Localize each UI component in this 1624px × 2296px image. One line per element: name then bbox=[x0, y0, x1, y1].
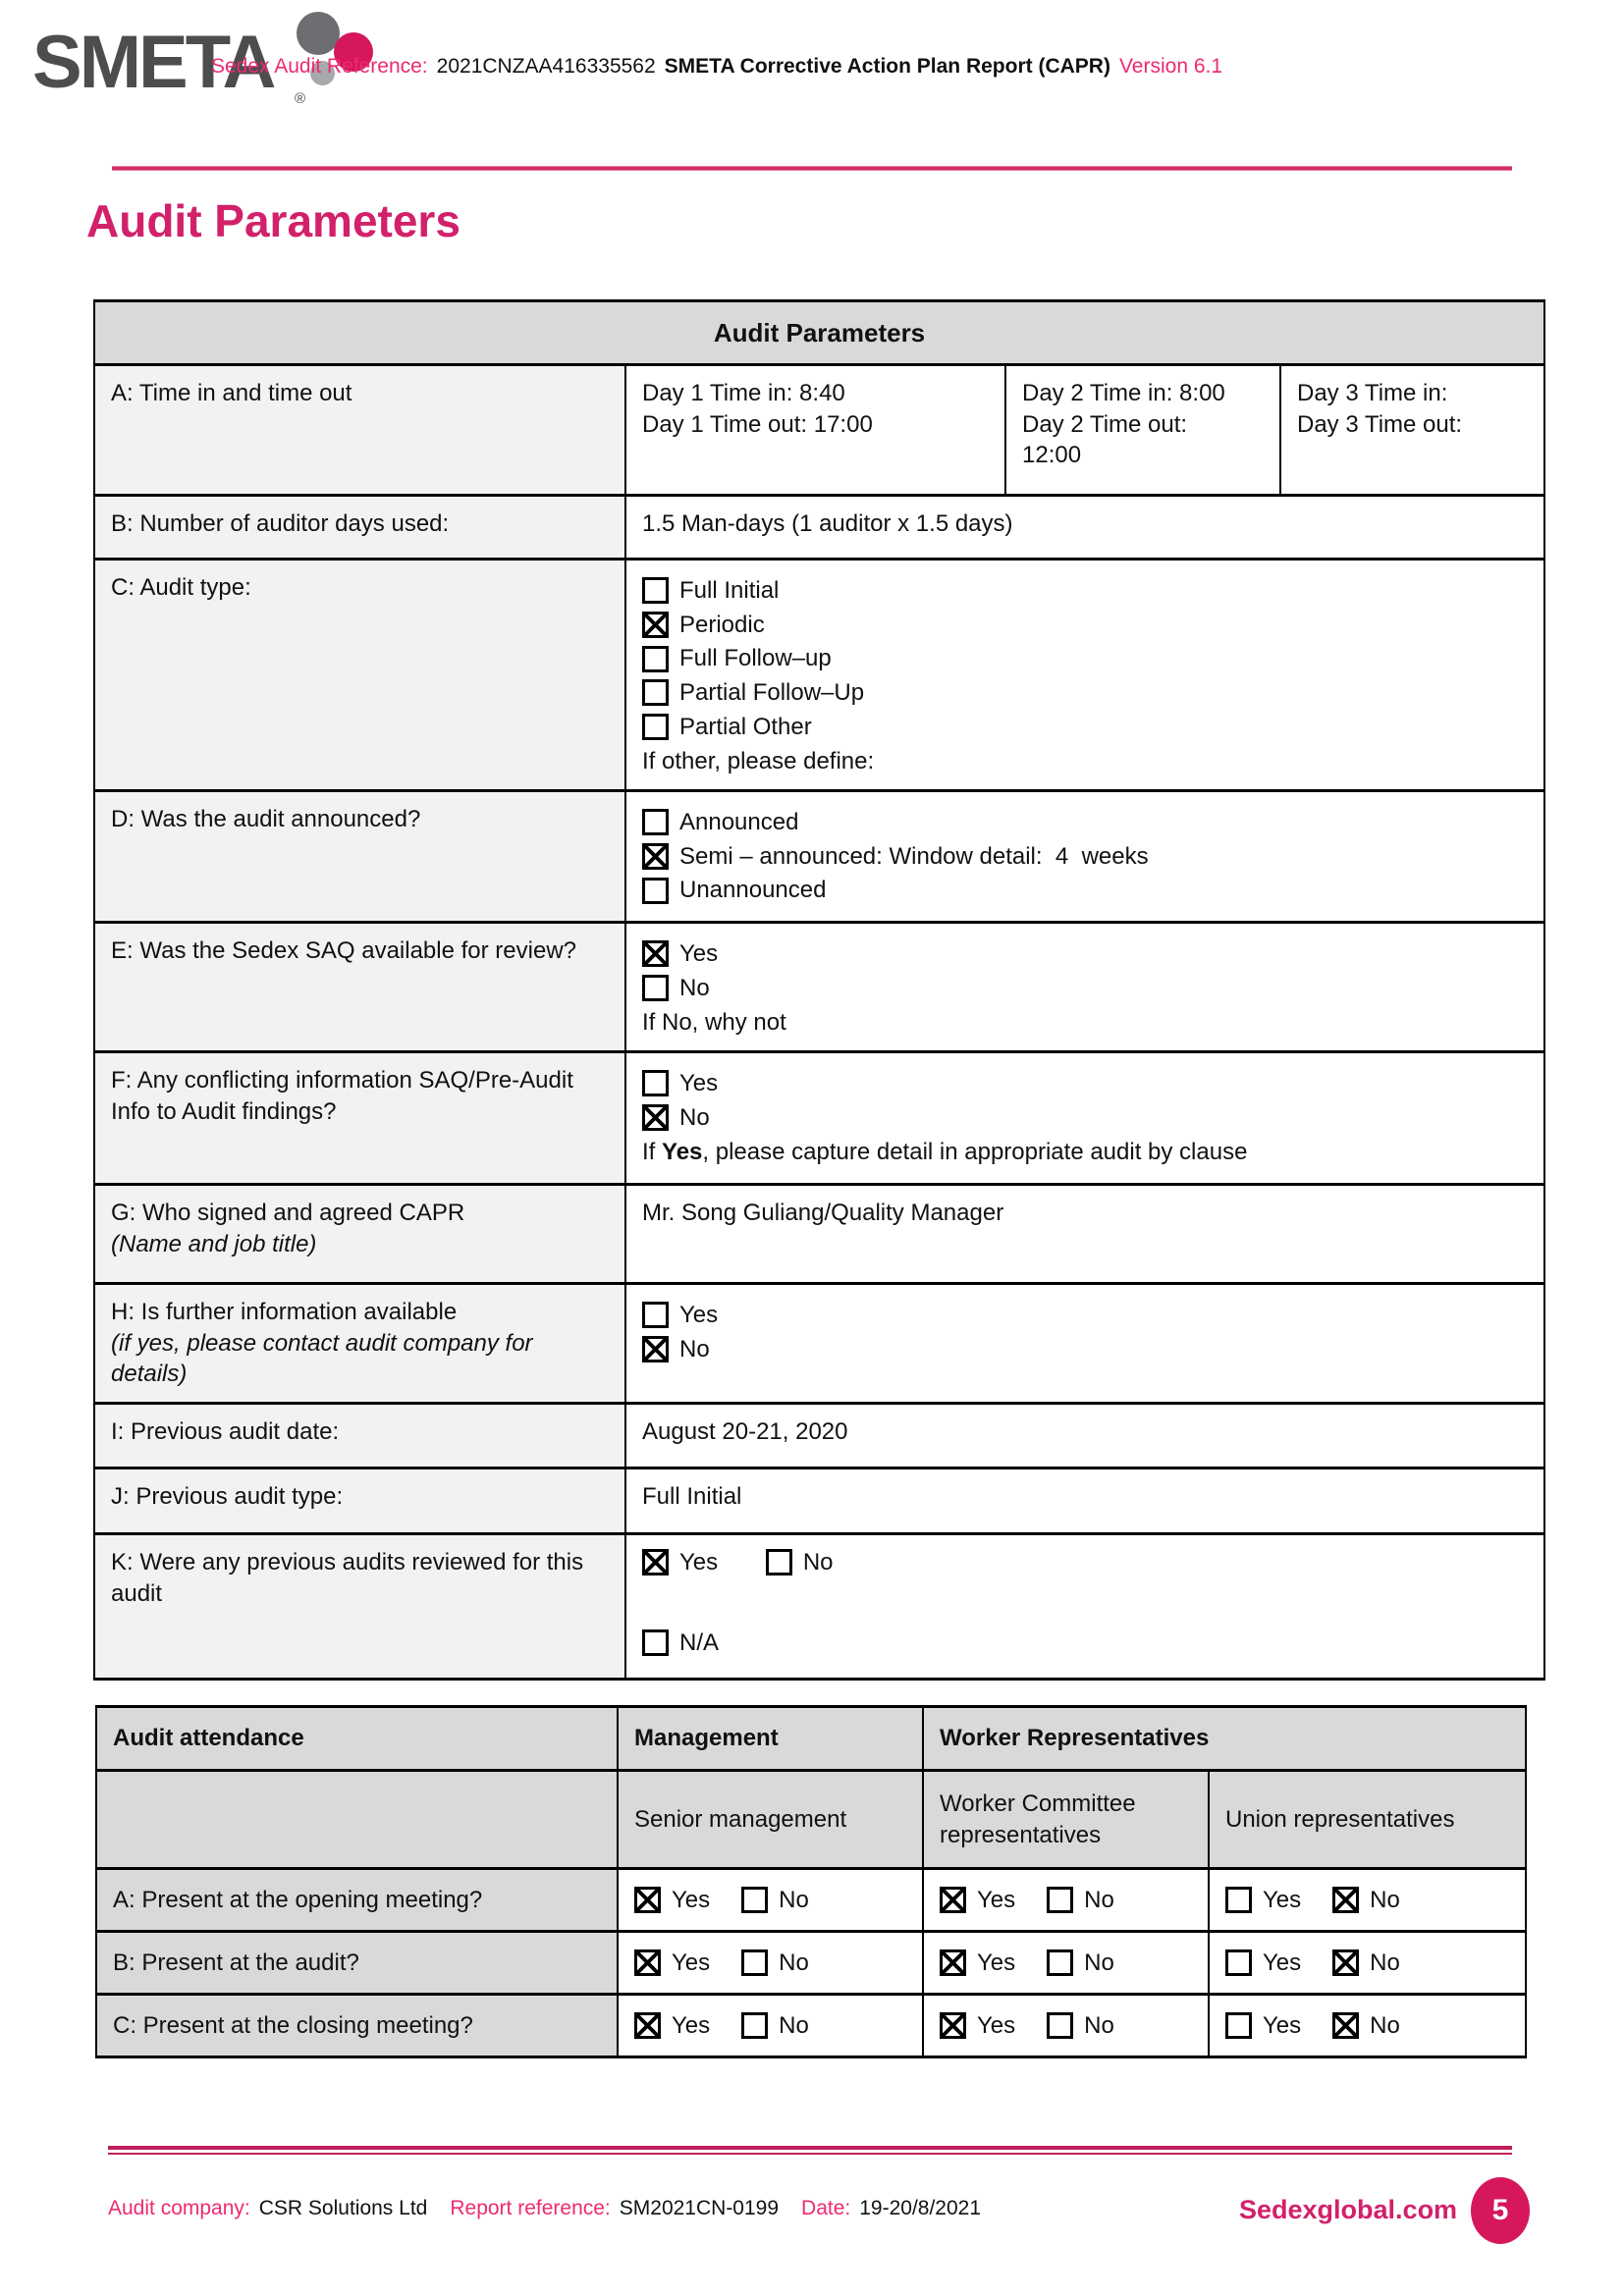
row-h-value bbox=[625, 1284, 1544, 1404]
yes-label: Yes bbox=[977, 1886, 1016, 1913]
option-further-no bbox=[642, 1334, 1528, 1365]
yes-no-group bbox=[1225, 1948, 1509, 1979]
day3-time-out: Day 3 Time out: bbox=[1297, 410, 1463, 438]
checkbox-c-union-no[interactable] bbox=[1332, 2012, 1359, 2039]
no-label: No bbox=[1084, 1886, 1114, 1913]
option-label: Semi – announced: Window detail: 4 weeks bbox=[679, 842, 1149, 870]
yes-option bbox=[940, 1885, 1015, 1916]
row-b-label: B: Number of auditor days used: bbox=[94, 496, 625, 560]
attendance-b-committee bbox=[923, 1932, 1209, 1995]
no-label: No bbox=[779, 1886, 809, 1913]
yes-label: Yes bbox=[672, 1886, 711, 1913]
attendance-b-union bbox=[1209, 1932, 1526, 1995]
no-option bbox=[741, 1885, 809, 1916]
checkbox-further-yes[interactable] bbox=[642, 1302, 669, 1328]
yes-option bbox=[1225, 1885, 1301, 1916]
no-option bbox=[741, 1948, 809, 1979]
option-label: No bbox=[679, 1335, 710, 1362]
checkbox-c-union-yes[interactable] bbox=[1225, 2012, 1252, 2039]
checkbox-reviewed-no[interactable] bbox=[766, 1549, 792, 1575]
row-f-value bbox=[625, 1052, 1544, 1185]
option-label: Full Follow–up bbox=[679, 645, 832, 672]
day3-time-in: Day 3 Time in: bbox=[1297, 380, 1448, 406]
option-further-yes bbox=[642, 1300, 1528, 1331]
no-option bbox=[1332, 1885, 1400, 1916]
page-number: 5 bbox=[1491, 2194, 1509, 2226]
audit-parameters-table bbox=[93, 299, 1545, 1681]
subheader-senior-management: Senior management bbox=[618, 1771, 923, 1869]
row-f-label: F: Any conflicting information SAQ/Pre-Audit Info to Audit findings? bbox=[94, 1052, 625, 1185]
checkbox-conflict-no[interactable] bbox=[642, 1104, 669, 1131]
no-option bbox=[1047, 2010, 1114, 2042]
row-h-sublabel: (if yes, please contact audit company for details) bbox=[111, 1329, 533, 1388]
attendance-a-committee bbox=[923, 1869, 1209, 1932]
attendance-row-a-label: A: Present at the opening meeting? bbox=[96, 1869, 618, 1932]
row-c-label: C: Audit type: bbox=[94, 560, 625, 791]
checkbox-saq-yes[interactable] bbox=[642, 940, 669, 967]
yes-option bbox=[1225, 1948, 1301, 1979]
checkbox-conflict-yes[interactable] bbox=[642, 1070, 669, 1096]
row-j-label: J: Previous audit type: bbox=[94, 1468, 625, 1534]
audit-attendance-table bbox=[95, 1705, 1527, 2058]
option-label: Yes bbox=[679, 940, 719, 968]
option-reviewed-na bbox=[642, 1628, 719, 1659]
option-label: N/A bbox=[679, 1629, 720, 1657]
attendance-col-management: Management bbox=[618, 1707, 923, 1771]
checkbox-partial-follow-up[interactable] bbox=[642, 679, 669, 706]
row-e-value bbox=[625, 923, 1544, 1052]
table-title: Audit Parameters bbox=[94, 301, 1544, 365]
option-saq-no bbox=[642, 973, 1528, 1004]
no-label: No bbox=[779, 1949, 809, 1976]
checkbox-b-senior-no[interactable] bbox=[741, 1949, 768, 1976]
checkbox-full-initial[interactable] bbox=[642, 577, 669, 604]
row-a-day2-cell bbox=[1005, 365, 1280, 496]
checkbox-b-union-no[interactable] bbox=[1332, 1949, 1359, 1976]
no-label: No bbox=[1084, 1949, 1114, 1976]
row-e-note: If No, why not bbox=[642, 1009, 786, 1037]
option-full-initial bbox=[642, 575, 1528, 607]
no-label: No bbox=[1084, 2011, 1114, 2039]
no-option bbox=[1332, 1948, 1400, 1979]
yes-label: Yes bbox=[977, 1949, 1016, 1976]
checkbox-a-union-yes[interactable] bbox=[1225, 1887, 1252, 1913]
row-g-label: G: Who signed and agreed CAPR bbox=[111, 1200, 465, 1227]
note-suffix: , please capture detail in appropriate audit by clause bbox=[702, 1139, 1248, 1166]
option-label: Full Initial bbox=[679, 577, 780, 604]
subheader-worker-committee: Worker Committee representatives bbox=[923, 1771, 1209, 1869]
checkbox-a-senior-yes[interactable] bbox=[634, 1887, 661, 1913]
attendance-title: Audit attendance bbox=[96, 1707, 618, 1771]
checkbox-a-union-no[interactable] bbox=[1332, 1887, 1359, 1913]
yes-no-group bbox=[940, 1948, 1192, 1979]
checkbox-unannounced[interactable] bbox=[642, 878, 669, 904]
checkbox-c-senior-yes[interactable] bbox=[634, 2012, 661, 2039]
checkbox-c-committee-no[interactable] bbox=[1047, 2012, 1073, 2039]
row-g-label-cell bbox=[94, 1185, 625, 1284]
checkbox-full-follow-up[interactable] bbox=[642, 646, 669, 672]
row-b-value: 1.5 Man-days (1 auditor x 1.5 days) bbox=[625, 496, 1544, 560]
page-title: Audit Parameters bbox=[86, 195, 460, 246]
attendance-a-union bbox=[1209, 1869, 1526, 1932]
option-periodic bbox=[642, 610, 1528, 641]
yes-option bbox=[634, 2010, 710, 2042]
option-unannounced bbox=[642, 875, 1528, 906]
option-conflict-no bbox=[642, 1102, 1528, 1134]
no-label: No bbox=[1370, 1949, 1400, 1976]
report-reference-value: SM2021CN-0199 bbox=[619, 2197, 780, 2219]
option-partial-follow-up bbox=[642, 677, 1528, 709]
no-option bbox=[1047, 1948, 1114, 1979]
header-reference-line bbox=[211, 55, 1222, 79]
audit-company-label: Audit company: bbox=[108, 2197, 250, 2219]
footer-info bbox=[108, 2197, 981, 2220]
day2-time-in: Day 2 Time in: 8:00 bbox=[1022, 380, 1225, 406]
option-label: No bbox=[679, 1103, 710, 1131]
yes-no-group bbox=[634, 1948, 906, 1979]
yes-label: Yes bbox=[672, 1949, 711, 1976]
row-j-value: Full Initial bbox=[625, 1468, 1544, 1534]
row-e-label: E: Was the Sedex SAQ available for review? bbox=[94, 923, 625, 1052]
day2-time-out: Day 2 Time out: bbox=[1022, 410, 1188, 438]
date-value: 19-20/8/2021 bbox=[859, 2197, 982, 2219]
no-option bbox=[741, 2010, 809, 2042]
no-option bbox=[1047, 1885, 1114, 1916]
yes-option bbox=[940, 2010, 1015, 2042]
option-reviewed-no bbox=[766, 1547, 834, 1578]
option-label: Yes bbox=[679, 1302, 719, 1329]
option-full-follow-up bbox=[642, 643, 1528, 674]
checkbox-saq-no[interactable] bbox=[642, 975, 669, 1001]
yes-label: Yes bbox=[977, 2011, 1016, 2039]
yes-label: Yes bbox=[1263, 2011, 1302, 2039]
checkbox-a-committee-no[interactable] bbox=[1047, 1887, 1073, 1913]
attendance-subheader-empty bbox=[96, 1771, 618, 1869]
option-label: Announced bbox=[679, 809, 799, 836]
row-a-label: A: Time in and time out bbox=[94, 365, 625, 496]
yes-no-group bbox=[1225, 2010, 1509, 2042]
sedexglobal-link[interactable]: Sedexglobal.com bbox=[1239, 2195, 1458, 2224]
option-partial-other bbox=[642, 712, 1528, 743]
sedex-audit-reference-value: 2021CNZAA416335562 bbox=[436, 55, 656, 78]
row-h-label-cell bbox=[94, 1284, 625, 1404]
audit-company-value: CSR Solutions Ltd bbox=[258, 2197, 428, 2219]
row-k-value bbox=[625, 1534, 1544, 1680]
checkbox-partial-other[interactable] bbox=[642, 714, 669, 740]
date-label: Date: bbox=[801, 2197, 851, 2219]
day1-time-out: Day 1 Time out: 17:00 bbox=[642, 410, 873, 438]
yes-option bbox=[634, 1885, 710, 1916]
row-d-label: D: Was the audit announced? bbox=[94, 791, 625, 923]
attendance-a-senior bbox=[618, 1869, 923, 1932]
row-i-value: August 20-21, 2020 bbox=[625, 1404, 1544, 1468]
checkbox-a-committee-yes[interactable] bbox=[940, 1887, 966, 1913]
document-title: SMETA Corrective Action Plan Report (CAPR) bbox=[664, 55, 1110, 78]
option-announced bbox=[642, 807, 1528, 838]
checkbox-further-no[interactable] bbox=[642, 1336, 669, 1362]
yes-no-group bbox=[634, 2010, 906, 2042]
option-semi-announced bbox=[642, 841, 1528, 873]
subheader-union-reps: Union representatives bbox=[1209, 1771, 1526, 1869]
option-label: Periodic bbox=[679, 611, 765, 638]
note-prefix: If bbox=[642, 1139, 663, 1166]
attendance-b-senior bbox=[618, 1932, 923, 1995]
checkbox-reviewed-yes[interactable] bbox=[642, 1549, 669, 1575]
yes-no-group bbox=[940, 1885, 1192, 1916]
checkbox-b-senior-yes[interactable] bbox=[634, 1949, 661, 1976]
row-f-note bbox=[642, 1137, 1528, 1168]
day1-time-in: Day 1 Time in: 8:40 bbox=[642, 380, 845, 406]
day2-time-out-value: 12:00 bbox=[1022, 442, 1082, 469]
attendance-col-worker-reps: Worker Representatives bbox=[923, 1707, 1526, 1771]
checkbox-b-union-yes[interactable] bbox=[1225, 1949, 1252, 1976]
option-label: Unannounced bbox=[679, 877, 827, 904]
note-bold: Yes bbox=[662, 1139, 703, 1166]
checkbox-periodic[interactable] bbox=[642, 612, 669, 638]
option-saq-yes bbox=[642, 938, 1528, 970]
yes-label: Yes bbox=[1263, 1886, 1302, 1913]
row-k-line2 bbox=[642, 1628, 1528, 1665]
checkbox-announced[interactable] bbox=[642, 809, 669, 835]
no-label: No bbox=[1370, 1886, 1400, 1913]
sedex-audit-reference-label: Sedex Audit Reference: bbox=[211, 55, 428, 78]
attendance-row-b-label: B: Present at the audit? bbox=[96, 1932, 618, 1995]
attendance-c-committee bbox=[923, 1995, 1209, 2057]
yes-option bbox=[634, 1948, 710, 1979]
option-label: Yes bbox=[679, 1070, 719, 1097]
footer-divider bbox=[108, 2146, 1512, 2155]
no-option bbox=[1332, 2010, 1400, 2042]
attendance-row-c-label: C: Present at the closing meeting? bbox=[96, 1995, 618, 2057]
row-c-note: If other, please define: bbox=[642, 748, 875, 775]
option-label: Yes bbox=[679, 1549, 719, 1576]
option-reviewed-yes bbox=[642, 1547, 718, 1578]
checkbox-b-committee-no[interactable] bbox=[1047, 1949, 1073, 1976]
row-g-sublabel: (Name and job title) bbox=[111, 1230, 317, 1257]
option-conflict-yes bbox=[642, 1068, 1528, 1099]
checkbox-a-senior-no[interactable] bbox=[741, 1887, 768, 1913]
row-g-value: Mr. Song Guliang/Quality Manager bbox=[625, 1185, 1544, 1284]
row-k-label: K: Were any previous audits reviewed for this audit bbox=[94, 1534, 625, 1680]
row-d-value bbox=[625, 791, 1544, 923]
yes-label: Yes bbox=[672, 2011, 711, 2039]
checkbox-c-committee-yes[interactable] bbox=[940, 2012, 966, 2039]
yes-no-group bbox=[634, 1885, 906, 1916]
yes-label: Yes bbox=[1263, 1949, 1302, 1976]
report-reference-label: Report reference: bbox=[450, 2197, 611, 2219]
row-h-label: H: Is further information available bbox=[111, 1299, 458, 1326]
smeta-logo: SMETA bbox=[32, 21, 274, 104]
checkbox-reviewed-na[interactable] bbox=[642, 1629, 669, 1656]
option-label: Partial Follow–Up bbox=[679, 679, 865, 707]
registered-trademark-icon: ® bbox=[295, 90, 306, 107]
row-a-day1-cell bbox=[625, 365, 1005, 496]
attendance-c-senior bbox=[618, 1995, 923, 2057]
page-number-badge bbox=[1471, 2177, 1530, 2244]
yes-option bbox=[940, 1948, 1015, 1979]
checkbox-c-senior-no[interactable] bbox=[741, 2012, 768, 2039]
row-i-label: I: Previous audit date: bbox=[94, 1404, 625, 1468]
row-c-value bbox=[625, 560, 1544, 791]
checkbox-semi-announced[interactable] bbox=[642, 843, 669, 870]
yes-no-group bbox=[940, 2010, 1192, 2042]
option-label: Partial Other bbox=[679, 713, 812, 740]
no-label: No bbox=[1370, 2011, 1400, 2039]
checkbox-b-committee-yes[interactable] bbox=[940, 1949, 966, 1976]
row-k-line1 bbox=[642, 1547, 1528, 1584]
header-divider bbox=[112, 166, 1512, 171]
document-version: Version 6.1 bbox=[1118, 55, 1223, 78]
yes-no-group bbox=[1225, 1885, 1509, 1916]
row-a-day3-cell bbox=[1280, 365, 1544, 496]
option-label: No bbox=[679, 974, 710, 1001]
no-label: No bbox=[779, 2011, 809, 2039]
option-label: No bbox=[802, 1549, 834, 1576]
yes-option bbox=[1225, 2010, 1301, 2042]
attendance-c-union bbox=[1209, 1995, 1526, 2057]
